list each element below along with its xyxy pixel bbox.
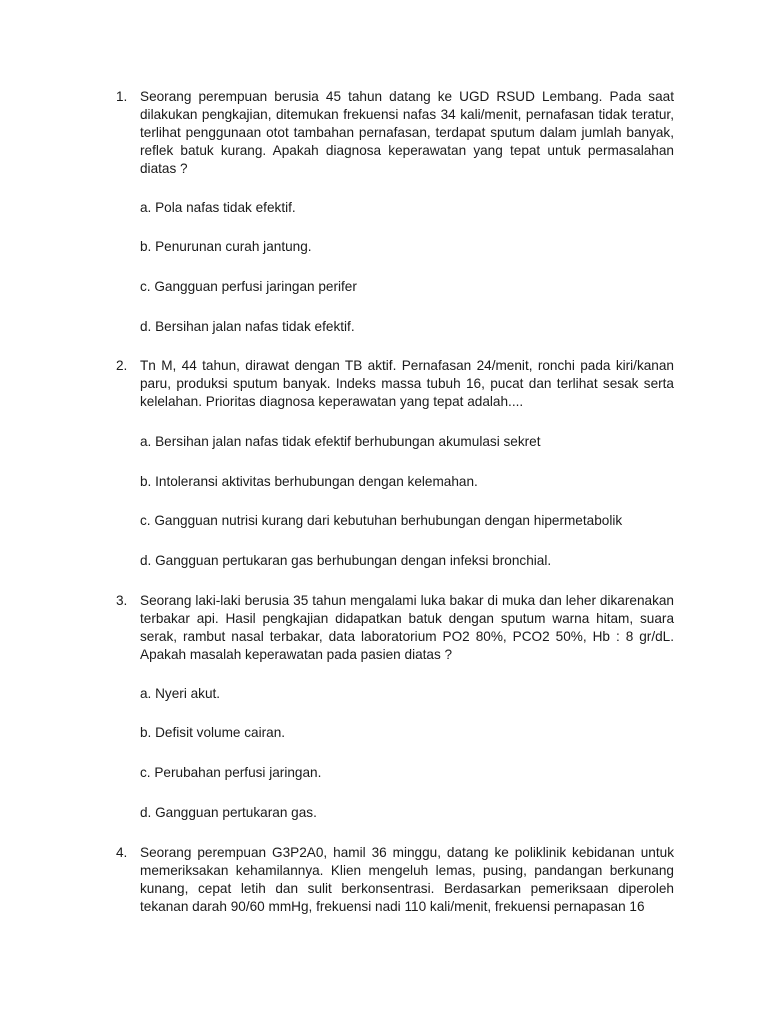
question-1-option-a: a. Pola nafas tidak efektif. xyxy=(140,200,296,215)
question-2-option-d: d. Gangguan pertukaran gas berhubungan dengan infeksi bronchial. xyxy=(140,553,552,568)
question-3-option-b: b. Defisit volume cairan. xyxy=(140,725,286,740)
question-1-option-b: b. Penurunan curah jantung. xyxy=(140,239,312,254)
question-1-option-c: c. Gangguan perfusi jaringan perifer xyxy=(140,279,357,294)
question-3 xyxy=(116,592,674,664)
question-3-option-c: c. Perubahan perfusi jaringan. xyxy=(140,765,322,780)
question-text: Seorang perempuan G3P2A0, hamil 36 minggu, datang ke poliklinik kebidanan untuk memeriksakan kehamilannya. Klien mengeluh lemas, pusing, pandangan berkunang kunang, cepat letih dan sulit berkonsentrasi. Berdasarkan pemeriksaan diperoleh tekanan darah 90/60 mmHg, frekuensi nadi 110 kali/menit, frekuensi pernapasan 16 xyxy=(140,845,674,914)
question-4 xyxy=(116,844,674,916)
question-text: Seorang laki-laki berusia 35 tahun mengalami luka bakar di muka dan leher dikarenakan terbakar api. Hasil pengkajian didapatkan batuk dengan sputum warna hitam, suara serak, rambut nasal terbakar, data laboratorium PO2 80%, PCO2 50%, Hb : 8 gr/dL. Apakah masalah keperawatan pada pasien diatas ? xyxy=(140,593,674,662)
question-2 xyxy=(116,357,674,411)
question-2-option-b: b. Intoleransi aktivitas berhubungan dengan kelemahan. xyxy=(140,474,478,489)
question-number: 1. xyxy=(116,89,128,104)
question-number: 2. xyxy=(116,358,128,373)
question-number: 4. xyxy=(116,845,128,860)
question-text: Seorang perempuan berusia 45 tahun datang ke UGD RSUD Lembang. Pada saat dilakukan pengkajian, ditemukan frekuensi nafas 34 kali/menit, pernafasan tidak teratur, terlihat penggunaan otot tambahan pernafasan, terdapat sputum dalam jumlah banyak, reflek batuk kurang. Apakah diagnosa keperawatan yang tepat untuk permasalahan diatas ? xyxy=(140,89,674,176)
question-2-option-c: c. Gangguan nutrisi kurang dari kebutuhan berhubungan dengan hipermetabolik xyxy=(140,513,623,528)
question-number: 3. xyxy=(116,593,128,608)
question-2-option-a: a. Bersihan jalan nafas tidak efektif berhubungan akumulasi sekret xyxy=(140,434,541,449)
question-text: Tn M, 44 tahun, dirawat dengan TB aktif. Pernafasan 24/menit, ronchi pada kiri/kanan paru, produksi sputum banyak. Indeks massa tubuh 16, pucat dan terlihat sesak serta kelelahan. Prioritas diagnosa keperawatan yang tepat adalah.... xyxy=(140,358,674,409)
question-1-option-d: d. Bersihan jalan nafas tidak efektif. xyxy=(140,319,355,334)
question-1 xyxy=(116,88,674,178)
question-3-option-a: a. Nyeri akut. xyxy=(140,686,221,701)
question-3-option-d: d. Gangguan pertukaran gas. xyxy=(140,805,317,820)
